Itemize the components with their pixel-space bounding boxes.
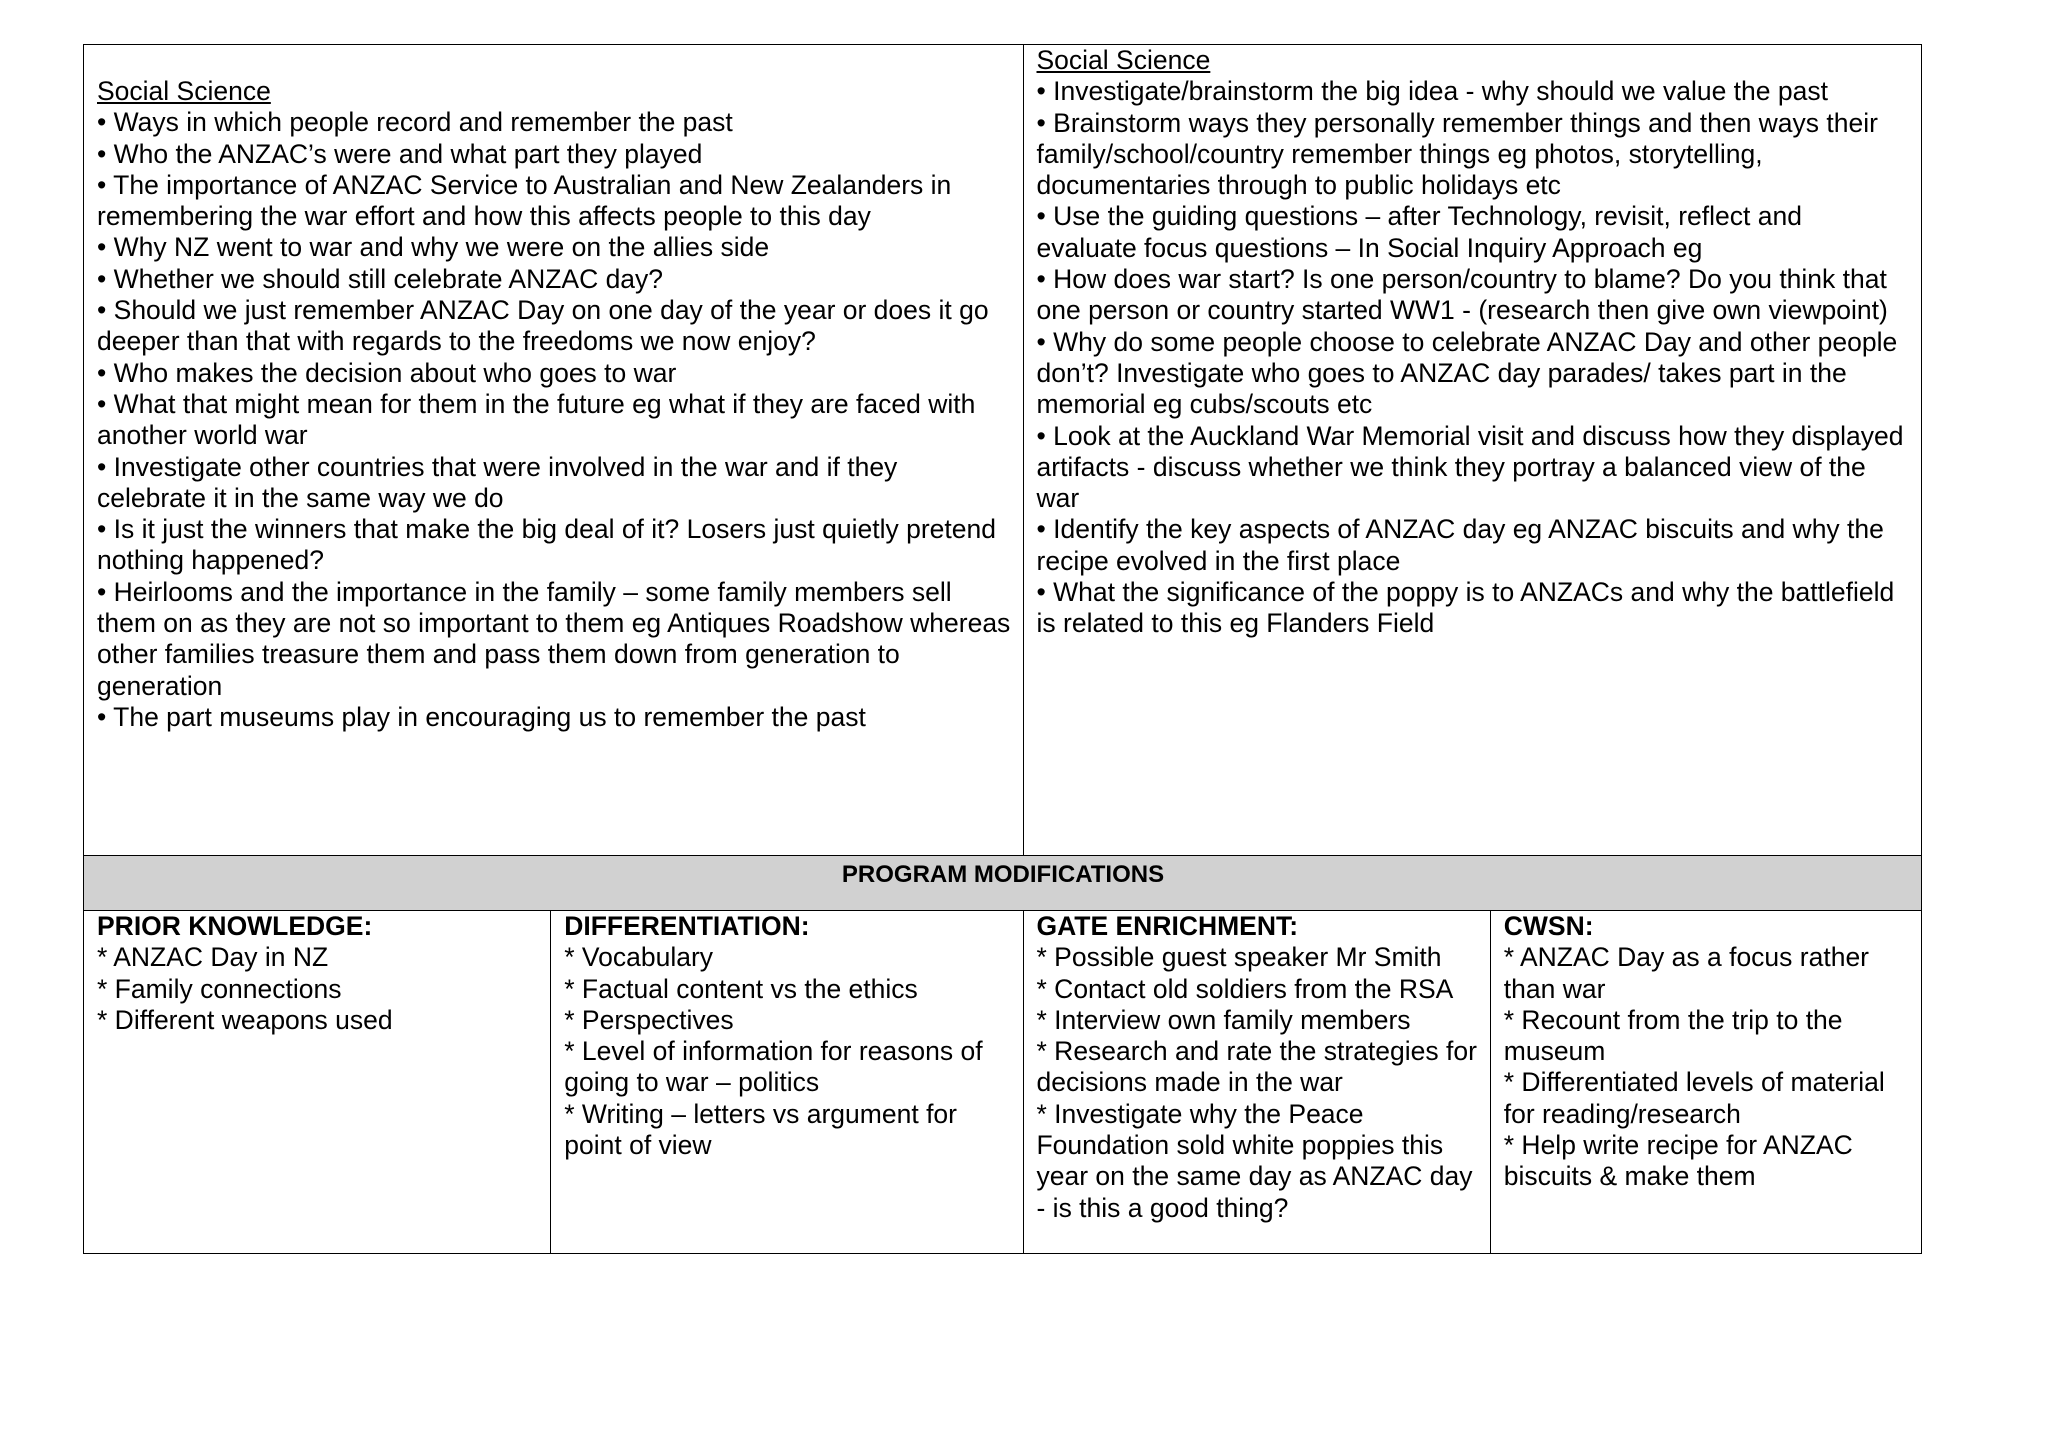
- gate-enrichment-heading: GATE ENRICHMENT:: [1036, 911, 1299, 941]
- list-item: * Help write recipe for ANZAC biscuits & make them: [1503, 1130, 1853, 1192]
- spacer: [97, 45, 1011, 76]
- list-item: • The part museums play in encouraging us to remember the past: [97, 701, 866, 732]
- list-item: • Who the ANZAC’s were and what part they played: [97, 138, 703, 169]
- prior-knowledge-cell: [84, 911, 551, 1254]
- list-item: * Level of information for reasons of going to war – politics: [564, 1036, 983, 1098]
- list-item: * Possible guest speaker Mr Smith: [1036, 942, 1442, 973]
- list-item: • Brainstorm ways they personally remember things and then ways their family/school/country remember things eg photos, storytelling, documentaries through to public holidays etc: [1036, 107, 1878, 201]
- social-science-row: [84, 45, 1922, 856]
- list-item: * Investigate why the Peace Foundation sold white poppies this year on the same day as ANZAC day - is this a good thing?: [1036, 1098, 1473, 1223]
- cwsn-cell: [1490, 911, 1921, 1254]
- list-item: * Perspectives: [564, 1004, 734, 1035]
- cwsn-heading: CWSN:: [1503, 911, 1594, 941]
- modifications-detail-row: [84, 911, 1922, 1254]
- differentiation-cell: [551, 911, 1023, 1254]
- social-science-right-cell: [1023, 45, 1922, 856]
- list-item: • Who makes the decision about who goes to war: [97, 357, 677, 388]
- list-item: * Differentiated levels of material for reading/research: [1503, 1067, 1885, 1129]
- list-item: • Identify the key aspects of ANZAC day eg ANZAC biscuits and why the recipe evolved in the first place: [1036, 514, 1884, 576]
- list-item: • Ways in which people record and remember the past: [97, 107, 733, 138]
- list-item: * Different weapons used: [97, 1004, 393, 1035]
- list-item: • Investigate other countries that were involved in the war and if they celebrate it in the same way we do: [97, 451, 898, 513]
- list-item: * Interview own family members: [1036, 1004, 1411, 1035]
- list-item: * Contact old soldiers from the RSA: [1036, 973, 1454, 1004]
- list-item: * Vocabulary: [564, 942, 714, 973]
- list-item: * Writing – letters vs argument for point of view: [564, 1098, 957, 1161]
- program-modifications-title: PROGRAM MODIFICATIONS: [84, 856, 1922, 911]
- list-item: • Is it just the winners that make the big deal of it? Losers just quietly pretend nothing happened?: [97, 514, 996, 576]
- list-item: * ANZAC Day in NZ: [97, 942, 329, 973]
- social-science-right-heading: Social Science: [1036, 45, 1211, 75]
- list-item: • Investigate/brainstorm the big idea - why should we value the past: [1036, 76, 1828, 107]
- list-item: • What that might mean for them in the future eg what if they are faced with another world war: [97, 388, 976, 451]
- list-item: * Family connections: [97, 973, 342, 1004]
- list-item: * Factual content vs the ethics: [564, 973, 918, 1004]
- social-science-left-heading: Social Science: [97, 76, 271, 106]
- list-item: • What the significance of the poppy is to ANZACs and why the battlefield is related to this eg Flanders Field: [1036, 577, 1895, 639]
- list-item: • Should we just remember ANZAC Day on one day of the year or does it go deeper than that with regards to the freedoms we now enjoy?: [97, 295, 989, 357]
- list-item: • How does war start? Is one person/country to blame? Do you think that one person or country started WW1 - (research then give own viewpoint): [1036, 264, 1888, 326]
- list-item: • Whether we should still celebrate ANZAC day?: [97, 263, 664, 294]
- list-item: • Why NZ went to war and why we were on the allies side: [97, 232, 770, 263]
- list-item: * ANZAC Day as a focus rather than war: [1503, 942, 1870, 1004]
- program-modifications-row: [84, 856, 1922, 911]
- list-item: • Heirlooms and the importance in the family – some family members sell them on as they are not so important to them eg Antiques Roadshow whereas other families treasure them and pass them down from generation to generation: [97, 576, 1011, 701]
- list-item: • Why do some people choose to celebrate ANZAC Day and other people don’t? Investigate who goes to ANZAC day parades/ takes part in the memorial eg cubs/scouts etc: [1036, 326, 1898, 420]
- list-item: • Look at the Auckland War Memorial visit and discuss how they displayed artifacts - discuss whether we think they portray a balanced view of the war: [1036, 420, 1904, 514]
- prior-knowledge-heading: PRIOR KNOWLEDGE:: [97, 911, 373, 941]
- list-item: • The importance of ANZAC Service to Australian and New Zealanders in remembering the war effort and how this affects people to this day: [97, 169, 952, 232]
- differentiation-heading: DIFFERENTIATION:: [564, 911, 810, 941]
- list-item: * Recount from the trip to the museum: [1503, 1004, 1843, 1067]
- curriculum-table: [83, 44, 1922, 1254]
- list-item: * Research and rate the strategies for decisions made in the war: [1036, 1036, 1477, 1098]
- gate-enrichment-cell: [1023, 911, 1490, 1254]
- social-science-left-cell: [84, 45, 1024, 856]
- list-item: • Use the guiding questions – after Technology, revisit, reflect and evaluate focus questions – In Social Inquiry Approach eg: [1036, 201, 1802, 263]
